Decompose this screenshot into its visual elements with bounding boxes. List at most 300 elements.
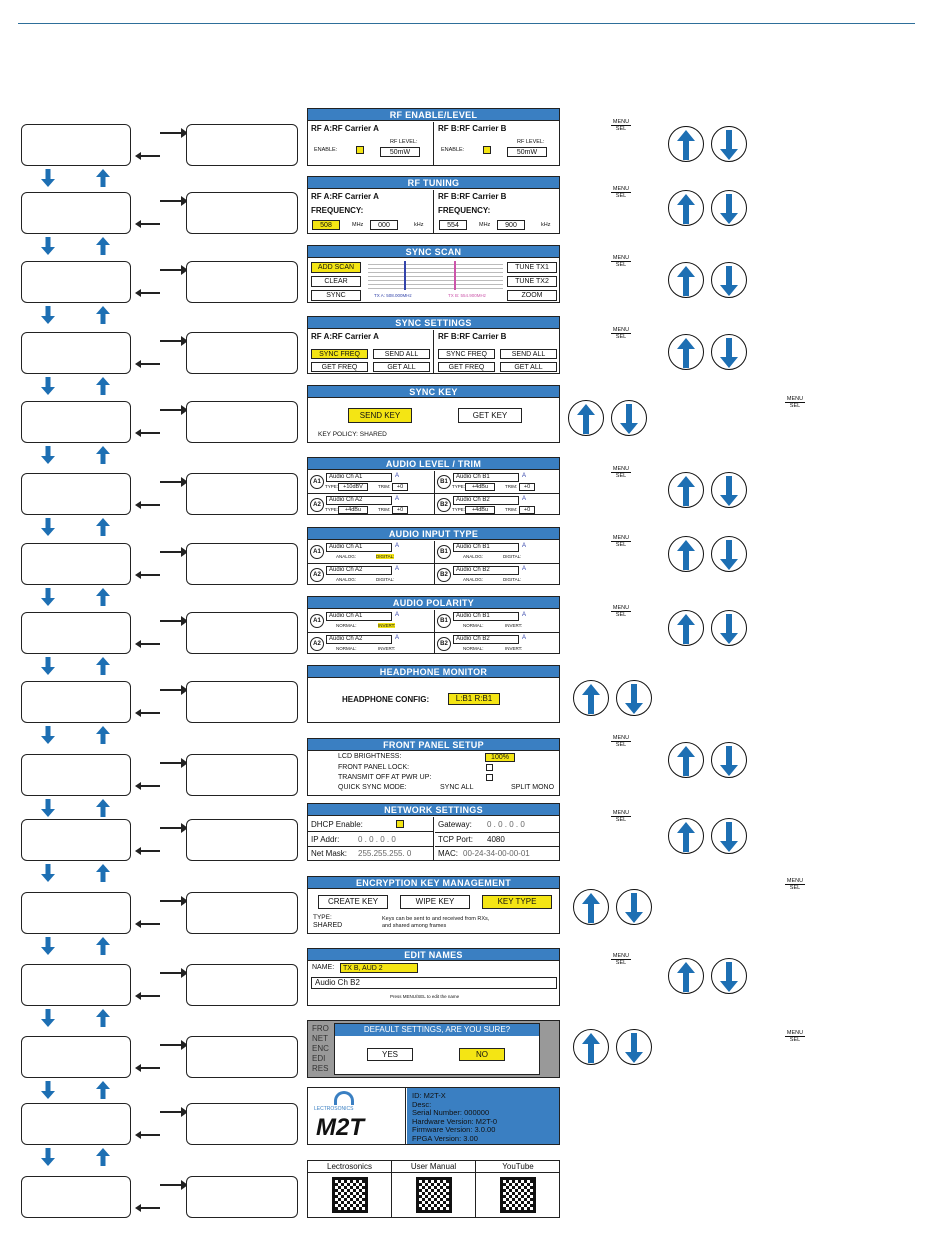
channel-badge: B2: [437, 568, 451, 582]
down-button[interactable]: [711, 958, 747, 994]
screen-text: Serial Number: 000000: [412, 1108, 490, 1117]
screen-field: +10dBV: [338, 483, 368, 491]
screen-field: Audio Ch A1: [326, 543, 392, 552]
screen-text: TYPE:: [313, 914, 332, 921]
screen-text: Desc:: [412, 1099, 432, 1109]
screen-field: 100%: [485, 753, 515, 762]
screen-field: 50mW: [380, 147, 420, 157]
screen-text: TYPE:: [325, 507, 339, 512]
screen-text: A: [395, 473, 400, 479]
left-arrow-icon: [138, 292, 160, 294]
screen-title: ENCRYPTION KEY MANAGEMENT: [308, 877, 559, 889]
screen-text: kHz: [414, 222, 424, 228]
down-button[interactable]: [711, 818, 747, 854]
screen-title: RF ENABLE/LEVEL: [308, 109, 559, 121]
screen-text: RF A:RF Carrier A: [311, 124, 379, 133]
down-button[interactable]: [711, 126, 747, 162]
checkbox: [486, 774, 493, 781]
channel-badge: B1: [437, 475, 451, 489]
screen-field: Audio Ch A2: [326, 635, 392, 644]
menu-item-box[interactable]: [21, 819, 131, 861]
submenu-box[interactable]: [186, 1103, 298, 1145]
menu-item-box[interactable]: [21, 124, 131, 166]
submenu-box[interactable]: [186, 543, 298, 585]
screen-headphone-monitor: [307, 665, 560, 723]
screen-field: Audio Ch B1: [453, 473, 519, 482]
checkbox: [396, 820, 404, 828]
menu-sel-button-icon: MENU SEL: [612, 535, 630, 548]
screen-text: Hardware Version: M2T-0: [412, 1116, 498, 1126]
screen-text: TRANSMIT OFF AT PWR UP:: [338, 774, 432, 781]
screen-text: NORMAL:: [336, 646, 357, 651]
submenu-box[interactable]: [186, 124, 298, 166]
up-button[interactable]: [568, 400, 604, 436]
screen-field: 900: [497, 220, 525, 230]
screen-sync-key: [307, 385, 560, 443]
link-title: YouTube: [476, 1161, 560, 1173]
screen-front-panel-setup: [307, 738, 560, 796]
up-arrow-icon: [96, 864, 110, 882]
screen-text: A: [395, 566, 400, 572]
screen-text: RF B:RF Carrier B: [438, 332, 507, 341]
screen-field: TUNE TX1: [507, 262, 557, 273]
screen-field: Audio Ch A2: [326, 566, 392, 575]
no-button: NO: [459, 1048, 505, 1061]
screen-field: Audio Ch A2: [326, 496, 392, 505]
screen-title: EDIT NAMES: [308, 949, 559, 961]
menu-item-box[interactable]: [21, 543, 131, 585]
screen-text: A: [522, 612, 527, 618]
submenu-box[interactable]: [186, 681, 298, 723]
down-button[interactable]: [711, 262, 747, 298]
qr-code-icon: [500, 1177, 536, 1213]
down-arrow-icon: [41, 306, 55, 324]
qr-code-icon: [416, 1177, 452, 1213]
screen-field: CREATE KEY: [318, 895, 388, 909]
screen-title: AUDIO LEVEL / TRIM: [308, 458, 559, 470]
screen-text: ANALOG:: [336, 554, 357, 559]
screen-text: INVERT:: [505, 623, 523, 628]
screen-text: A: [522, 496, 527, 502]
screen-sync-scan: [307, 245, 560, 303]
submenu-box[interactable]: [186, 192, 298, 234]
screen-text: kHz: [541, 222, 551, 228]
submenu-box[interactable]: [186, 401, 298, 443]
down-arrow-icon: [41, 937, 55, 955]
screen-edit-names: [307, 948, 560, 1006]
screen-field: 554: [439, 220, 467, 230]
screen-text: 00-24-34-00-00-01: [463, 849, 530, 858]
right-arrow-icon: [160, 620, 186, 622]
menu-item-box[interactable]: [21, 892, 131, 934]
menu-item-box[interactable]: [21, 681, 131, 723]
screen-field: Audio Ch B2: [453, 496, 519, 505]
screen-text: FREQUENCY:: [438, 206, 491, 215]
channel-badge: B2: [437, 498, 451, 512]
up-button[interactable]: [668, 536, 704, 572]
channel-badge: B1: [437, 545, 451, 559]
screen-text: MHz: [352, 222, 364, 228]
right-arrow-icon: [160, 1184, 186, 1186]
left-arrow-icon: [138, 995, 160, 997]
screen-field: Audio Ch A1: [326, 612, 392, 621]
screen-title: SYNC SCAN: [308, 246, 559, 258]
screen-text: and shared among frames: [382, 923, 447, 929]
submenu-box[interactable]: [186, 819, 298, 861]
screen-field: ZOOM: [507, 290, 557, 301]
up-button[interactable]: [668, 742, 704, 778]
screen-field: WIPE KEY: [400, 895, 470, 909]
screen-text: A: [395, 612, 400, 618]
up-button[interactable]: [573, 680, 609, 716]
channel-badge: A1: [310, 545, 324, 559]
screen-text: A: [522, 473, 527, 479]
menu-item-box[interactable]: [21, 401, 131, 443]
screen-text: MAC:: [438, 849, 458, 858]
screen-field: KEY TYPE: [482, 895, 552, 909]
screen-text: A: [395, 543, 400, 549]
channel-badge: A2: [310, 637, 324, 651]
screen-field: ADD SCAN: [311, 262, 361, 273]
right-arrow-icon: [160, 972, 186, 974]
screen-text: QUICK SYNC MODE:: [338, 784, 407, 791]
menu-sel-button-icon: MENU SEL: [786, 1030, 804, 1043]
menu-item-box[interactable]: [21, 754, 131, 796]
screen-text: RF LEVEL:: [517, 139, 545, 145]
menu-sel-button-icon: MENU SEL: [612, 466, 630, 479]
screen-text: EDI: [312, 1054, 326, 1063]
left-arrow-icon: [138, 223, 160, 225]
down-arrow-icon: [41, 518, 55, 536]
left-arrow-icon: [138, 1067, 160, 1069]
screen-field: Audio Ch A1: [326, 473, 392, 482]
screen-field: CLEAR: [311, 276, 361, 287]
screen-field: GET ALL: [500, 362, 557, 372]
screen-text: NORMAL:: [336, 623, 357, 628]
screen-text: NORMAL:: [463, 646, 484, 651]
menu-sel-button-icon: MENU SEL: [612, 605, 630, 618]
right-arrow-icon: [160, 551, 186, 553]
screen-text: 4080: [487, 835, 505, 844]
up-button[interactable]: [668, 818, 704, 854]
screen-field: SYNC: [311, 290, 361, 301]
screen-field: +0: [392, 506, 408, 514]
screen-text: A: [522, 566, 527, 572]
channel-badge: A1: [310, 475, 324, 489]
screen-text: TX A: 508.000MHz: [374, 293, 412, 298]
down-button[interactable]: [711, 536, 747, 572]
submenu-box[interactable]: [186, 473, 298, 515]
screen-text: INVERT:: [505, 646, 523, 651]
up-button[interactable]: [668, 958, 704, 994]
screen-field: 50mW: [507, 147, 547, 157]
menu-sel-button-icon: MENU SEL: [786, 396, 804, 409]
menu-item-box[interactable]: [21, 964, 131, 1006]
screen-title: AUDIO INPUT TYPE: [308, 528, 559, 540]
screen-text: A: [395, 496, 400, 502]
screen-text: NORMAL:: [463, 623, 484, 628]
submenu-box[interactable]: [186, 1036, 298, 1078]
screen-text: FREQUENCY:: [311, 206, 364, 215]
down-button[interactable]: [611, 400, 647, 436]
screen-network-settings: [307, 803, 560, 861]
right-arrow-icon: [160, 340, 186, 342]
screen-title: NETWORK SETTINGS: [308, 804, 559, 816]
channel-badge: B1: [437, 614, 451, 628]
checkbox: [356, 146, 364, 154]
right-arrow-icon: [160, 409, 186, 411]
right-arrow-icon: [160, 689, 186, 691]
menu-sel-button-icon: MENU SEL: [612, 119, 630, 132]
screen-field: GET FREQ: [438, 362, 495, 372]
up-arrow-icon: [96, 937, 110, 955]
screen-field: GET ALL: [373, 362, 430, 372]
right-arrow-icon: [160, 1044, 186, 1046]
screen-field: +4dBu: [338, 506, 368, 514]
link-title: Lectrosonics: [308, 1161, 391, 1173]
up-button[interactable]: [668, 262, 704, 298]
up-button[interactable]: [668, 472, 704, 508]
spectrum-plot: [368, 261, 503, 290]
screen-text: TX B: 554.900MHz: [448, 293, 487, 298]
screen-text: TRIM:: [378, 484, 391, 489]
screen-text: 0 . 0 . 0 . 0: [487, 820, 525, 829]
down-arrow-icon: [41, 864, 55, 882]
screen-field: 508: [312, 220, 340, 230]
menu-item-box[interactable]: [21, 332, 131, 374]
down-button[interactable]: [711, 190, 747, 226]
up-button[interactable]: [668, 126, 704, 162]
down-button[interactable]: [616, 889, 652, 925]
confirm-dialog: [334, 1023, 540, 1075]
up-button[interactable]: [668, 610, 704, 646]
left-arrow-icon: [138, 643, 160, 645]
screen-field: +0: [392, 483, 408, 491]
channel-badge: A1: [310, 614, 324, 628]
screen-title: AUDIO POLARITY: [308, 597, 559, 609]
up-arrow-icon: [96, 518, 110, 536]
screen-audio-level-trim: [307, 457, 560, 515]
screen-encryption-key-management: [307, 876, 560, 934]
link-title: User Manual: [392, 1161, 475, 1173]
menu-sel-button-icon: MENU SEL: [612, 810, 630, 823]
left-arrow-icon: [138, 1134, 160, 1136]
down-button[interactable]: [711, 472, 747, 508]
submenu-box[interactable]: [186, 892, 298, 934]
right-arrow-icon: [160, 269, 186, 271]
down-arrow-icon: [41, 1148, 55, 1166]
screen-text: DIGITAL:: [503, 554, 522, 559]
submenu-box[interactable]: [186, 332, 298, 374]
down-arrow-icon: [41, 446, 55, 464]
left-arrow-icon: [138, 574, 160, 576]
menu-sel-button-icon: MENU SEL: [786, 878, 804, 891]
screen-field: +4dBu: [465, 506, 495, 514]
up-button[interactable]: [573, 1029, 609, 1065]
screen-links: [307, 1160, 560, 1218]
screen-title: HEADPHONE MONITOR: [308, 666, 559, 678]
screen-field: SEND ALL: [373, 349, 430, 359]
channel-badge: A2: [310, 498, 324, 512]
down-button[interactable]: [711, 610, 747, 646]
submenu-box[interactable]: [186, 612, 298, 654]
menu-item-box[interactable]: [21, 261, 131, 303]
screen-text: IP Addr:: [311, 835, 340, 844]
screen-text: TRIM:: [505, 484, 518, 489]
screen-field: SEND KEY: [348, 408, 412, 423]
screen-sync-settings: [307, 316, 560, 374]
up-button[interactable]: [668, 190, 704, 226]
screen-text: RF B:RF Carrier B: [438, 124, 507, 133]
right-arrow-icon: [160, 762, 186, 764]
screen-text: DIGITAL:: [503, 577, 522, 582]
menu-item-box[interactable]: [21, 1036, 131, 1078]
screen-text: RF B:RF Carrier B: [438, 192, 507, 201]
right-arrow-icon: [160, 1111, 186, 1113]
screen-text: DHCP Enable:: [311, 820, 363, 829]
screen-text: A: [395, 635, 400, 641]
screen-field: +4dBu: [465, 483, 495, 491]
screen-text: SYNC ALL: [440, 784, 474, 791]
screen-text: TYPE:: [452, 484, 466, 489]
up-arrow-icon: [96, 1148, 110, 1166]
left-arrow-icon: [138, 1207, 160, 1209]
up-arrow-icon: [96, 1009, 110, 1027]
screen-text: Firmware Version: 3.0.00: [412, 1125, 496, 1134]
left-arrow-icon: [138, 850, 160, 852]
menu-item-box[interactable]: [21, 473, 131, 515]
screen-audio-polarity: [307, 596, 560, 654]
screen-text: INVERT:: [378, 623, 396, 628]
screen-field: TUNE TX2: [507, 276, 557, 287]
screen-text: ANALOG:: [336, 577, 357, 582]
screen-text: Net Mask:: [311, 849, 348, 858]
screen-text: FRONT PANEL LOCK:: [338, 764, 410, 771]
screen-text: A: [522, 635, 527, 641]
left-arrow-icon: [138, 432, 160, 434]
screen-text: MHz: [479, 222, 491, 228]
screen-text: RF A:RF Carrier A: [311, 192, 379, 201]
screen-text: RF LEVEL:: [390, 139, 418, 145]
screen-field: L:B1 R:B1: [448, 693, 500, 705]
down-arrow-icon: [41, 726, 55, 744]
left-arrow-icon: [138, 785, 160, 787]
left-arrow-icon: [138, 712, 160, 714]
menu-sel-button-icon: MENU SEL: [612, 953, 630, 966]
screen-field: SYNC FREQ: [311, 349, 368, 359]
screen-text: 255.255.255. 0: [358, 849, 412, 858]
up-button[interactable]: [573, 889, 609, 925]
menu-sel-button-icon: MENU SEL: [612, 735, 630, 748]
left-arrow-icon: [138, 504, 160, 506]
menu-item-box[interactable]: [21, 1103, 131, 1145]
right-arrow-icon: [160, 900, 186, 902]
dialog-title: DEFAULT SETTINGS, ARE YOU SURE?: [335, 1024, 539, 1036]
screen-field: SYNC FREQ: [438, 349, 495, 359]
submenu-box[interactable]: [186, 754, 298, 796]
down-button[interactable]: [616, 1029, 652, 1065]
screen-text: SPLIT MONO: [511, 784, 555, 791]
screen-text: RF A:RF Carrier A: [311, 332, 379, 341]
down-button[interactable]: [711, 742, 747, 778]
left-arrow-icon: [138, 923, 160, 925]
up-arrow-icon: [96, 446, 110, 464]
up-arrow-icon: [96, 306, 110, 324]
right-arrow-icon: [160, 132, 186, 134]
channel-badge: B2: [437, 637, 451, 651]
screen-text: A: [522, 543, 527, 549]
screen-text: ENC: [312, 1044, 329, 1053]
screen-title: FRONT PANEL SETUP: [308, 739, 559, 751]
screen-text: ANALOG:: [463, 554, 484, 559]
screen-text: TYPE:: [325, 484, 339, 489]
screen-text: DIGITAL:: [376, 577, 395, 582]
yes-button: YES: [367, 1048, 413, 1061]
submenu-box[interactable]: [186, 964, 298, 1006]
screen-text: TYPE:: [452, 507, 466, 512]
left-arrow-icon: [138, 363, 160, 365]
submenu-box[interactable]: [186, 1176, 298, 1218]
screen-title: SYNC KEY: [308, 386, 559, 398]
screen-title: SYNC SETTINGS: [308, 317, 559, 329]
right-arrow-icon: [160, 481, 186, 483]
screen-field: TX B, AUD 2: [340, 963, 418, 973]
screen-text: ID: M2T-X: [412, 1091, 446, 1100]
brand-name: LECTROSONICS: [314, 1106, 354, 1112]
qr-code-icon: [332, 1177, 368, 1213]
top-rule: [18, 23, 915, 24]
menu-item-box[interactable]: [21, 612, 131, 654]
screen-field: Audio Ch B2: [453, 635, 519, 644]
right-arrow-icon: [160, 827, 186, 829]
submenu-box[interactable]: [186, 261, 298, 303]
right-arrow-icon: [160, 200, 186, 202]
menu-item-box[interactable]: [21, 192, 131, 234]
screen-text: Press MENU/SEL to edit the name: [390, 994, 460, 999]
up-arrow-icon: [96, 726, 110, 744]
screen-text: LCD BRIGHTNESS:: [338, 753, 402, 760]
screen-text: SHARED: [313, 922, 343, 929]
screen-text: TRIM:: [378, 507, 391, 512]
screen-text: Gateway:: [438, 820, 472, 829]
checkbox: [486, 764, 493, 771]
screen-text: 0 . 0 . 0 . 0: [358, 835, 396, 844]
screen-text: RES: [312, 1064, 329, 1073]
logo-panel: [308, 1088, 406, 1145]
screen-text: NET: [312, 1034, 328, 1043]
screen-rf-tuning: [307, 176, 560, 234]
screen-field: SEND ALL: [500, 349, 557, 359]
down-button[interactable]: [616, 680, 652, 716]
menu-sel-button-icon: MENU SEL: [612, 327, 630, 340]
checkbox: [483, 146, 491, 154]
screen-about-device: [307, 1087, 560, 1145]
screen-text: ANALOG:: [463, 577, 484, 582]
screen-text: FRO: [312, 1024, 329, 1033]
up-button[interactable]: [668, 334, 704, 370]
menu-sel-button-icon: MENU SEL: [612, 186, 630, 199]
screen-field: +0: [519, 506, 535, 514]
screen-text: HEADPHONE CONFIG:: [342, 695, 430, 704]
screen-text: Keys can be sent to and received from RXs,: [382, 916, 490, 922]
screen-text: ENABLE:: [314, 147, 338, 153]
screen-text: INVERT:: [378, 646, 396, 651]
down-button[interactable]: [711, 334, 747, 370]
menu-sel-button-icon: MENU SEL: [612, 255, 630, 268]
screen-rf-enable-level: [307, 108, 560, 166]
screen-field: 000: [370, 220, 398, 230]
menu-item-box[interactable]: [21, 1176, 131, 1218]
